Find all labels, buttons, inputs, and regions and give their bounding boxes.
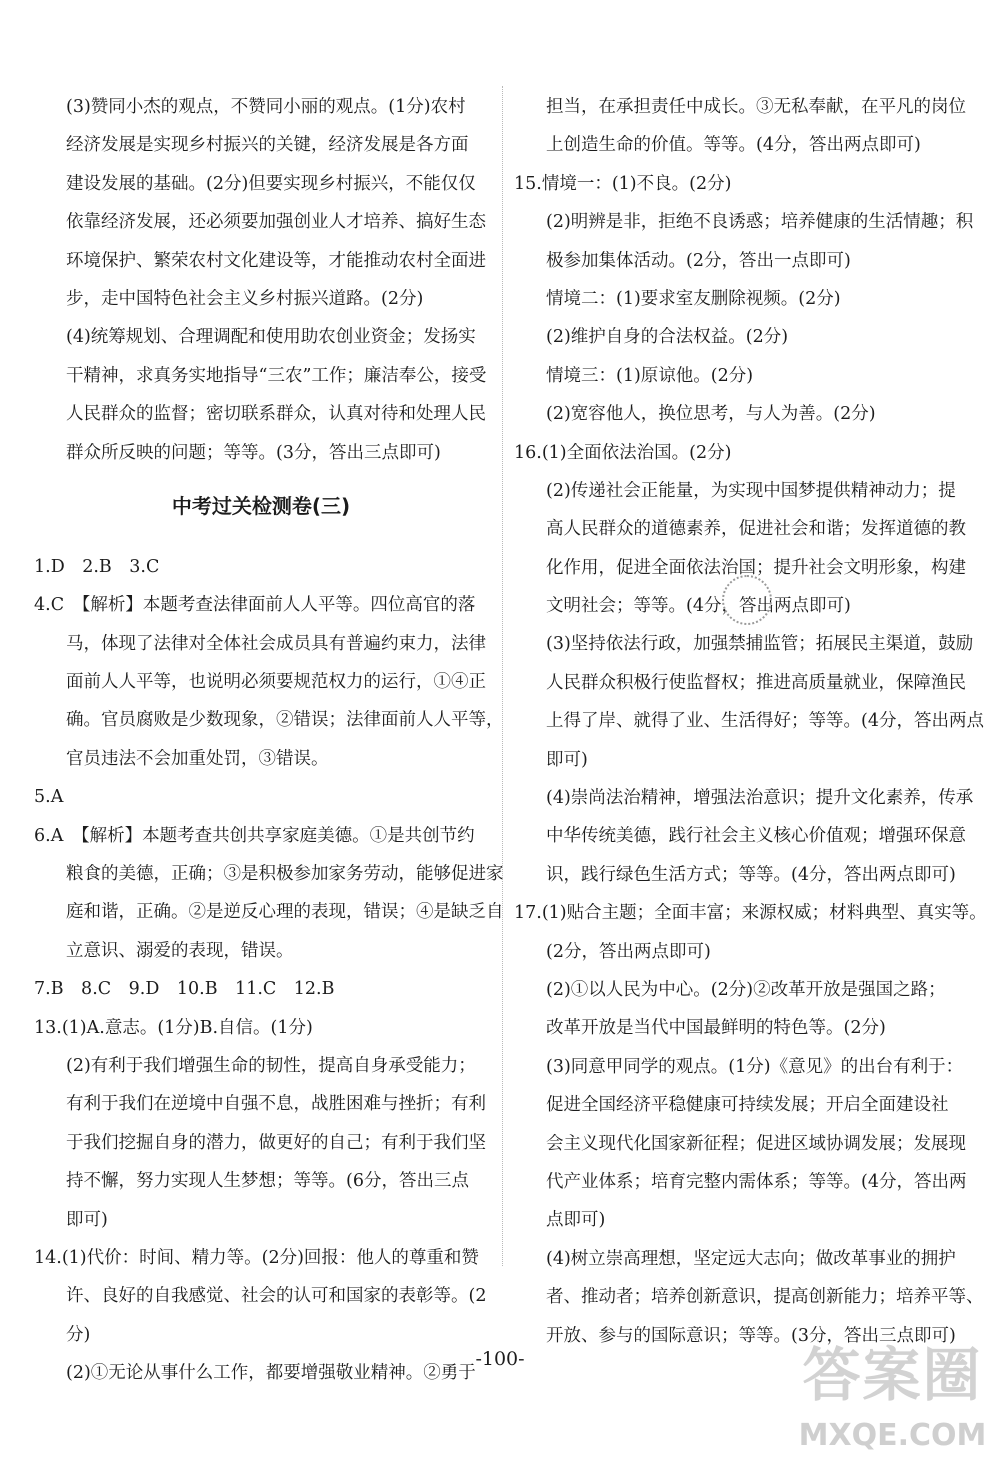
text-line: (2)明辨是非，拒绝不良诱惑；培养健康的生活情趣；积 <box>546 212 974 233</box>
text-line: (3)同意甲同学的观点。(1分)《意见》的出台有利于： <box>546 1056 964 1077</box>
stamp-mark <box>722 575 772 625</box>
text-line: 14.(1)代价：时间、精力等。(2分)回报：他人的尊重和赞 <box>34 1247 479 1268</box>
text-line: 持不懈，努力实现人生梦想；等等。(6分，答出三点 <box>66 1171 469 1192</box>
text-line: 干精神，求真务实地指导“三农”工作；廉洁奉公，接受 <box>66 365 487 386</box>
text-line: 群众所反映的问题；等等。(3分，答出三点即可) <box>66 442 441 463</box>
text-line: 立意识、溺爱的表现，错误。 <box>66 940 294 961</box>
text-line: 化作用，促进全面依法治国；提升社会文明形象，构建 <box>546 557 966 578</box>
text-line: 开放、参与的国际意识；等等。(3分，答出三点即可) <box>546 1325 956 1346</box>
text-line: 改革开放是当代中国最鲜明的特色等。(2分) <box>546 1018 886 1039</box>
section-heading: 中考过关检测卷(三) <box>171 493 351 518</box>
text-line: 1.D 2.B 3.C <box>34 556 160 577</box>
text-line: 上创造生命的价值。等等。(4分，答出两点即可) <box>546 135 921 156</box>
column-divider <box>502 86 503 1266</box>
text-line: 步，走中国特色社会主义乡村振兴道路。(2分) <box>66 288 424 309</box>
text-line: (2)①以人民为中心。(2分)②改革开放是强国之路； <box>546 979 946 1000</box>
text-line: (4)树立崇高理想，坚定远大志向；做改革事业的拥护 <box>546 1248 956 1269</box>
text-line: 5.A <box>34 787 64 808</box>
text-line: (2)有利于我们增强生命的韧性，提高自身承受能力； <box>66 1055 476 1076</box>
text-line: 会主义现代化国家新征程；促进区域协调发展；发展现 <box>546 1133 966 1154</box>
text-line: 情境二：(1)要求室友删除视频。(2分) <box>546 288 841 309</box>
text-line: (3)坚持依法行政，加强禁捕监管；拓展民主渠道，鼓励 <box>546 634 974 655</box>
text-line: 即可) <box>66 1209 108 1230</box>
text-line: 即可) <box>546 749 588 770</box>
text-line: (2)①无论从事什么工作，都要增强敬业精神。②勇于 <box>66 1363 476 1384</box>
text-line: 7.B 8.C 9.D 10.B 11.C 12.B <box>34 979 335 1000</box>
text-line: 于我们挖掘自身的潜力，做更好的自己；有利于我们坚 <box>66 1132 486 1153</box>
text-line: 人民群众积极行使监督权；推进高质量就业，保障渔民 <box>546 672 966 693</box>
page-number: -100- <box>475 1348 525 1370</box>
text-line: 者、推动者；培养创新意识，提高创新能力；培养平等、 <box>546 1287 984 1308</box>
text-line: 有利于我们在逆境中自强不息，战胜困难与挫折；有利 <box>66 1094 486 1115</box>
text-line: (2)传递社会正能量，为实现中国梦提供精神动力；提 <box>546 480 956 501</box>
text-line: 马，体现了法律对全体社会成员具有普遍约束力，法律 <box>66 633 486 654</box>
text-line: 建设发展的基础。(2分)但要实现乡村振兴，不能仅仅 <box>66 173 476 194</box>
text-line: 文明社会；等等。(4分，答出两点即可) <box>546 596 851 617</box>
text-line: 15.情境一：(1)不良。(2分) <box>514 173 732 194</box>
text-line: 6.A 【解析】本题考查共创共享家庭美德。①是共创节约 <box>34 825 475 846</box>
text-line: 确。官员腐败是少数现象，②错误；法律面前人人平等， <box>66 710 504 731</box>
text-line: 庭和谐，正确。②是逆反心理的表现，错误；④是缺乏自 <box>66 902 504 923</box>
text-line: (2)维护自身的合法权益。(2分) <box>546 327 789 348</box>
right-column <box>514 88 987 1355</box>
text-line: 点即可) <box>546 1210 606 1231</box>
text-line: 分) <box>66 1324 91 1345</box>
text-line: 代产业体系；培育完整内需体系；等等。(4分，答出两 <box>546 1171 967 1192</box>
text-line: 高人民群众的道德素养，促进社会和谐；发挥道德的教 <box>546 519 966 540</box>
text-line: 依靠经济发展，还必须要加强创业人才培养、搞好生态 <box>66 212 486 233</box>
text-line: 人民群众的监督；密切联系群众，认真对待和处理人民 <box>66 404 486 425</box>
text-line: 担当，在承担责任中成长。③无私奉献，在平凡的岗位 <box>546 97 966 117</box>
text-line: 许、良好的自我感觉、社会的认可和国家的表彰等。(2 <box>66 1286 487 1307</box>
text-line: (4)崇尚法治精神，增强法治意识；提升文化素养，传承 <box>546 788 974 809</box>
text-line: 极参加集体活动。(2分，答出一点即可) <box>546 250 851 271</box>
text-line: (2分，答出两点即可) <box>546 941 711 962</box>
watermark-url: MXQE.COM <box>798 1418 987 1453</box>
text-line: (4)统筹规划、合理调配和使用助农创业资金；发扬实 <box>66 327 476 348</box>
watermark-mark: 答案圈 <box>802 1341 983 1409</box>
text-line: 面前人人平等，也说明必须要规范权力的运行，①④正 <box>66 672 486 693</box>
text-line: 官员违法不会加重处罚，③错误。 <box>66 748 329 769</box>
text-line: 粮食的美德，正确；③是积极参加家务劳动，能够促进家 <box>66 864 504 885</box>
watermark-logo <box>795 1330 990 1460</box>
text-line: 上得了岸、就得了业、生活得好；等等。(4分，答出两点 <box>546 711 984 732</box>
text-line: 17.(1)贴合主题；全面丰富；来源权威；材料典型、真实等。 <box>514 903 987 924</box>
text-line: 环境保护、繁荣农村文化建设等，才能推动农村全面进 <box>66 250 486 271</box>
text-line: 经济发展是实现乡村振兴的关键，经济发展是各方面 <box>66 135 469 156</box>
text-line: 16.(1)全面依法治国。(2分) <box>514 442 732 463</box>
text-line: 情境三：(1)原谅他。(2分) <box>546 365 754 386</box>
text-line: (3)赞同小杰的观点，不赞同小丽的观点。(1分)农村 <box>66 97 466 117</box>
text-line: 13.(1)A.意志。(1分)B.自信。(1分) <box>34 1017 313 1038</box>
text-line: 中华传统美德，践行社会主义核心价值观；增强环保意 <box>546 826 966 847</box>
text-line: 促进全国经济平稳健康可持续发展；开启全面建设社 <box>546 1095 949 1116</box>
text-line: 4.C 【解析】本题考查法律面前人人平等。四位高官的落 <box>34 595 476 616</box>
text-line: 识，践行绿色生活方式；等等。(4分，答出两点即可) <box>546 864 956 885</box>
text-line: (2)宽容他人，换位思考，与人为善。(2分) <box>546 404 876 425</box>
